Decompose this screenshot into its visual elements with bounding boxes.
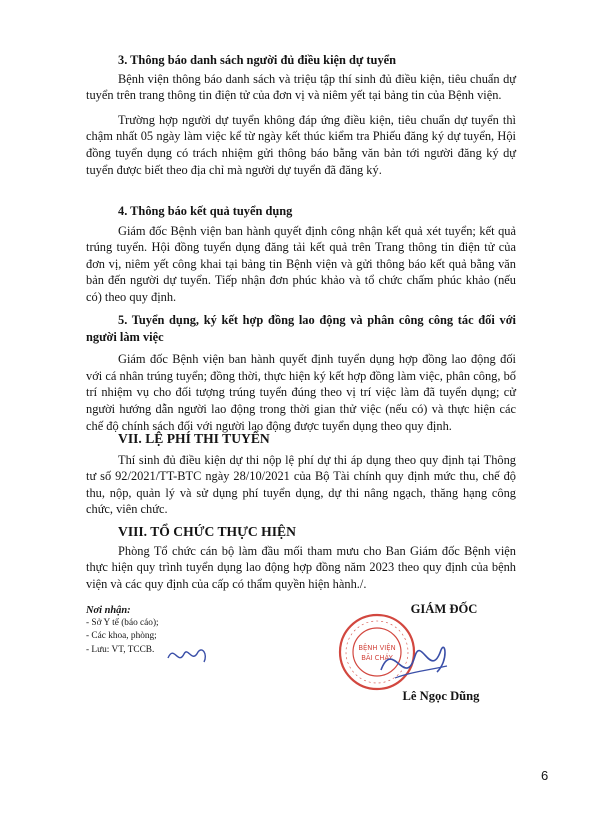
initials-signature: [164, 640, 212, 670]
page-number: 6: [541, 768, 549, 783]
section-3-paragraph-1: Bệnh viện thông báo danh sách và triệu tập thí sinh đủ điều kiện, tiêu chuẩn dự tuyển trên trang thông tin điện tử của đơn vị và niêm yết tại bảng tin của Bệnh viện.: [86, 71, 516, 103]
recipient-item: - Các khoa, phòng;: [86, 631, 157, 642]
recipient-item: - Lưu: VT, TCCB.: [86, 644, 155, 655]
section-4-paragraph-1: Giám đốc Bệnh viện ban hành quyết định công nhận kết quả xét tuyển; kết quả trúng tuyển. Hội đồng tuyển dụng đăng tải kết quả trên Trang thông tin điện tử của đơn vị, niêm yết công khai tại bảng tin Bệnh viện và gửi thông báo kết quả bằng văn bản đến người dự tuyển. Tiếp nhận đơn phúc khảo và tổ chức chấm phúc khảo (nếu có) theo quy định.: [86, 223, 516, 304]
section-8: [86, 524, 516, 592]
seal-text-line-1: BỆNH VIỆN: [358, 644, 396, 652]
section-8-heading: VIII. TỔ CHỨC THỰC HIỆN: [118, 524, 296, 539]
section-8-paragraph-1: Phòng Tổ chức cán bộ làm đầu mối tham mưu cho Ban Giám đốc Bệnh viện thực hiện quy trình tuyển dụng lao động hợp đồng năm 2023 theo quy định của bệnh viện và các quy định của cấp có thẩm quyền hiện hành./.: [86, 543, 516, 591]
section-7-paragraph-1: Thí sinh đủ điều kiện dự thi nộp lệ phí dự thi áp dụng theo quy định tại Thông tư số 92/2021/TT-BTC ngày 28/10/2021 của Bộ Tài chính quy định mức thu, chế độ thu, nộp, quản lý và sử dụng phí tuyển dụng, dự thi nâng ngạch, thăng hạng công chức, viên chức.: [86, 452, 516, 517]
seal-text-line-2: BÃI CHÁY: [361, 654, 393, 662]
section-5-paragraph-1: Giám đốc Bệnh viện ban hành quyết định tuyển dụng hợp đồng lao động đối với cá nhân trúng tuyển; đồng thời, thực hiện ký kết hợp đồng làm việc, phân công, bố trí nhiệm vụ cho đối tượng trúng tuyển đúng theo vị trí việc làm đã tuyển dụng; cử người hướng dẫn người lao động trong thời gian thử việc (nếu có) và thực hiện các chế độ chính sách đối với người lao động được tuyển dụng theo quy định.: [86, 352, 516, 433]
recipients-title: Nơi nhận:: [86, 605, 131, 616]
section-5: [86, 312, 516, 434]
section-3-heading: 3. Thông báo danh sách người đủ điều kiện dự tuyển: [118, 53, 397, 67]
section-3: [86, 52, 516, 178]
handwritten-signature: [375, 620, 455, 700]
section-7: [86, 431, 516, 518]
section-3-paragraph-2: Trường hợp người dự tuyển không đáp ứng điều kiện, tiêu chuẩn dự tuyển thì chậm nhất 05 ngày làm việc kể từ ngày kết thúc kiểm tra Phiếu đăng ký dự tuyển, Hội đồng tuyển dụng có trách nhiệm gửi thông báo bằng văn bản tới người đăng ký dự tuyển được biết theo địa chỉ mà người dự tuyển đã đăng ký.: [86, 112, 516, 177]
signer-title: GIÁM ĐỐC: [410, 602, 478, 616]
section-4: [86, 203, 516, 306]
recipient-item: - Sở Y tế (báo cáo);: [86, 618, 159, 629]
section-7-heading: VII. LỆ PHÍ THI TUYỂN: [118, 431, 270, 446]
section-4-heading: 4. Thông báo kết quả tuyển dụng: [118, 204, 293, 218]
section-5-heading: 5. Tuyển dụng, ký kết hợp đồng lao động và phân công công tác đối với người làm việc: [86, 313, 516, 344]
signer-name: Lê Ngọc Dũng: [402, 689, 480, 703]
